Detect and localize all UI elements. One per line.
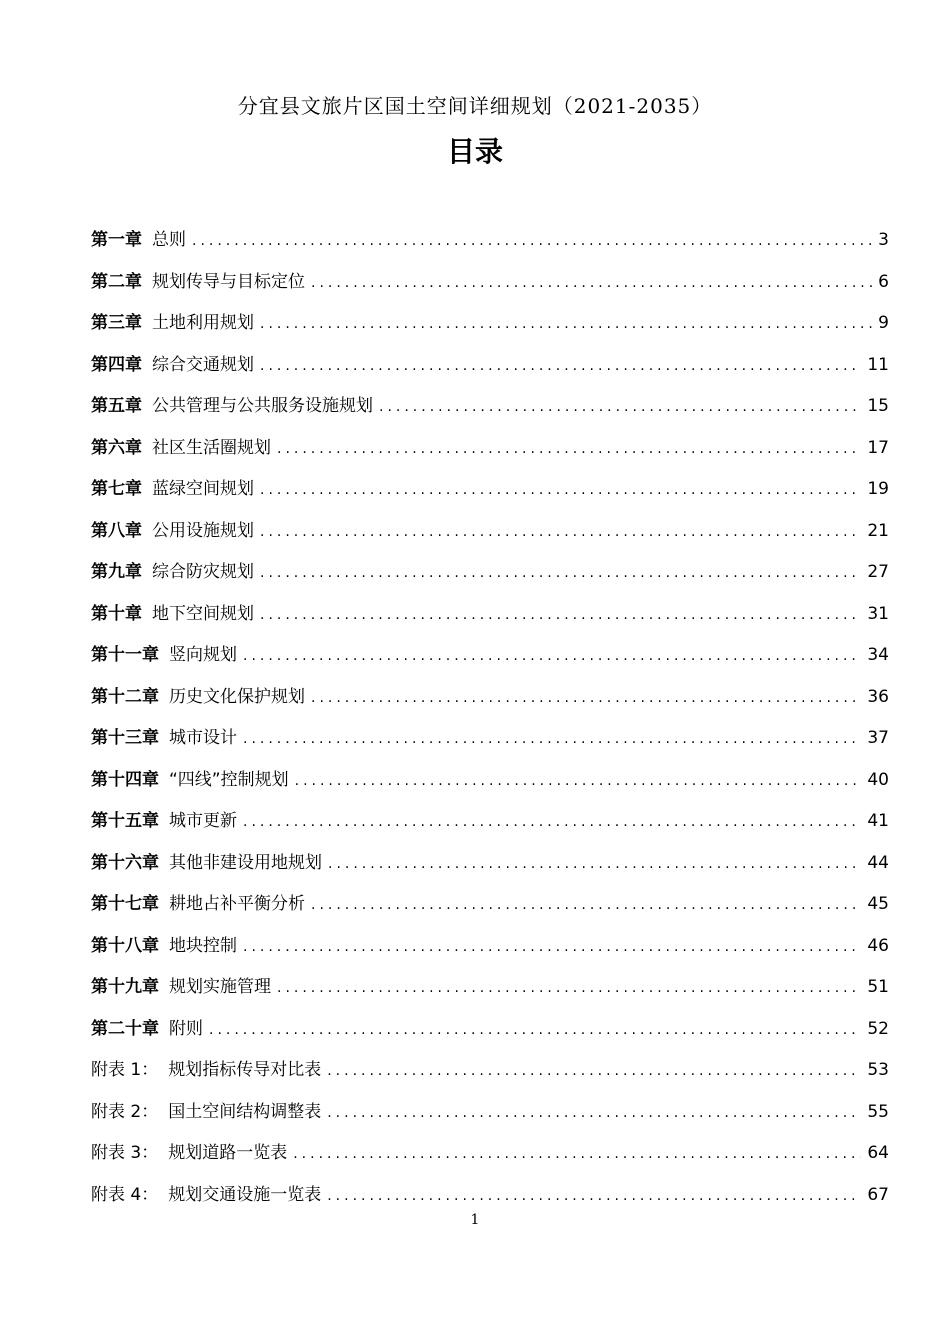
toc-entry[interactable] [91, 513, 889, 555]
toc-leader [260, 555, 861, 591]
toc-title: 蓝绿空间规划 [152, 479, 254, 499]
toc-leader [260, 472, 861, 508]
toc-label: 第十一章 [91, 645, 159, 665]
toc-entry[interactable] [91, 596, 889, 638]
toc-page: 52 [867, 1018, 889, 1039]
toc-entry[interactable] [91, 803, 889, 845]
toc-label: 附表 4： [91, 1184, 159, 1205]
toc-label: 第六章 [91, 437, 142, 458]
toc-title: 规划道路一览表 [168, 1143, 288, 1163]
toc-page: 53 [867, 1060, 889, 1080]
toc-leader [328, 846, 861, 882]
toc-title: 耕地占补平衡分析 [169, 894, 305, 914]
toc-page: 64 [867, 1143, 889, 1163]
toc-entry[interactable] [91, 969, 889, 1011]
toc-label: 第十八章 [91, 935, 159, 956]
toc-leader [209, 1012, 861, 1048]
toc-page: 41 [867, 811, 889, 831]
toc-title: 土地利用规划 [152, 313, 254, 333]
toc-label: 第四章 [91, 354, 142, 375]
toc-label: 第十三章 [91, 728, 159, 748]
toc-entry[interactable] [91, 471, 889, 513]
toc-label: 第十章 [91, 603, 142, 624]
toc-label: 第十九章 [91, 977, 159, 997]
toc-title: 规划传导与目标定位 [152, 271, 305, 292]
toc-label: 第三章 [91, 313, 142, 333]
toc-title: 规划实施管理 [169, 977, 271, 997]
toc-entry[interactable] [91, 886, 889, 928]
page-number: 1 [470, 1212, 480, 1228]
toc-label: 第十五章 [91, 811, 159, 831]
toc-entry[interactable] [91, 1094, 889, 1136]
toc-leader [311, 265, 872, 301]
toc-title: 规划指标传导对比表 [168, 1060, 322, 1080]
toc-page: 36 [867, 686, 889, 707]
toc-page: 44 [867, 852, 889, 873]
toc-entry[interactable] [91, 720, 889, 762]
toc-title: 附则 [169, 1018, 203, 1039]
toc-entry[interactable] [91, 1052, 889, 1094]
toc-entry[interactable] [91, 222, 889, 264]
toc-page: 27 [867, 562, 889, 582]
toc-leader [192, 223, 872, 259]
toc-label: 附表 2： [91, 1101, 159, 1122]
toc-title: 社区生活圈规划 [152, 437, 271, 458]
toc-leader [260, 597, 861, 633]
toc-label: 第十七章 [91, 894, 159, 914]
toc-leader [277, 970, 861, 1006]
page-title: 目录 [446, 135, 503, 168]
toc-title: 综合防灾规划 [152, 562, 254, 582]
toc-entry[interactable] [91, 388, 889, 430]
toc-title: 历史文化保护规划 [169, 686, 305, 707]
toc-page: 46 [867, 935, 889, 956]
toc-title: 国土空间结构调整表 [168, 1101, 322, 1122]
toc-entry[interactable] [91, 554, 889, 596]
toc-leader [260, 306, 872, 342]
toc-leader [277, 431, 861, 467]
toc-entry[interactable] [91, 679, 889, 721]
toc-label: 第一章 [91, 230, 142, 250]
toc-leader [327, 1178, 861, 1214]
toc-entry[interactable] [91, 762, 889, 804]
toc-leader [243, 929, 861, 965]
toc-leader [243, 638, 861, 674]
toc-title: 其他非建设用地规划 [169, 852, 322, 873]
toc-title: 总则 [152, 230, 186, 250]
toc-leader [260, 514, 861, 550]
toc-page: 15 [867, 396, 889, 416]
toc-title: “四线”控制规划 [169, 769, 289, 790]
toc-title: 竖向规划 [169, 645, 237, 665]
toc-page: 31 [867, 603, 889, 624]
toc-label: 第十二章 [91, 686, 159, 707]
toc-title: 公用设施规划 [152, 520, 254, 541]
toc-label: 附表 1： [91, 1060, 159, 1080]
toc-entry[interactable] [91, 430, 889, 472]
toc-page: 55 [867, 1101, 889, 1122]
toc-title: 城市设计 [169, 728, 237, 748]
toc-entry[interactable] [91, 1011, 889, 1053]
toc-entry[interactable] [91, 1135, 889, 1177]
toc-label: 第九章 [91, 562, 142, 582]
document-header: 分宜县文旅片区国土空间详细规划（2021-2035） [237, 94, 713, 118]
toc-leader [379, 389, 861, 425]
toc-leader [260, 348, 861, 384]
toc-label: 第十四章 [91, 769, 159, 790]
toc-entry[interactable] [91, 264, 889, 306]
toc-leader [311, 680, 861, 716]
toc-page: 9 [878, 313, 889, 333]
toc-title: 综合交通规划 [152, 354, 254, 375]
toc-entry[interactable] [91, 637, 889, 679]
toc-page: 21 [867, 520, 889, 541]
toc-page: 11 [867, 354, 889, 375]
toc-page: 6 [878, 271, 889, 292]
toc-leader [311, 887, 861, 923]
toc-leader [243, 721, 861, 757]
toc-entry[interactable] [91, 845, 889, 887]
toc-page: 34 [867, 645, 889, 665]
toc-page: 51 [867, 977, 889, 997]
toc-label: 第七章 [91, 479, 142, 499]
toc-leader [295, 763, 862, 799]
toc-leader [327, 1053, 861, 1089]
toc-leader [327, 1095, 861, 1131]
toc-title: 规划交通设施一览表 [168, 1184, 322, 1205]
toc-label: 第二章 [91, 271, 142, 292]
toc-entry[interactable] [91, 305, 889, 347]
toc-title: 公共管理与公共服务设施规划 [152, 396, 373, 416]
toc-leader [243, 804, 861, 840]
toc-label: 第八章 [91, 520, 142, 541]
toc-label: 第十六章 [91, 852, 159, 873]
toc-leader [293, 1136, 861, 1172]
toc-page: 17 [867, 437, 889, 458]
toc-title: 城市更新 [169, 811, 237, 831]
toc-label: 第二十章 [91, 1018, 159, 1039]
toc-title: 地块控制 [169, 935, 237, 956]
toc-page: 67 [867, 1184, 889, 1205]
toc-entry[interactable] [91, 347, 889, 389]
toc-page: 40 [867, 769, 889, 790]
toc-title: 地下空间规划 [152, 603, 254, 624]
toc-page: 37 [867, 728, 889, 748]
toc-page: 45 [867, 894, 889, 914]
toc-label: 第五章 [91, 396, 142, 416]
toc-page: 19 [867, 479, 889, 499]
table-of-contents [91, 222, 889, 1218]
toc-label: 附表 3： [91, 1143, 159, 1163]
toc-page: 3 [878, 230, 889, 250]
toc-entry[interactable] [91, 928, 889, 970]
